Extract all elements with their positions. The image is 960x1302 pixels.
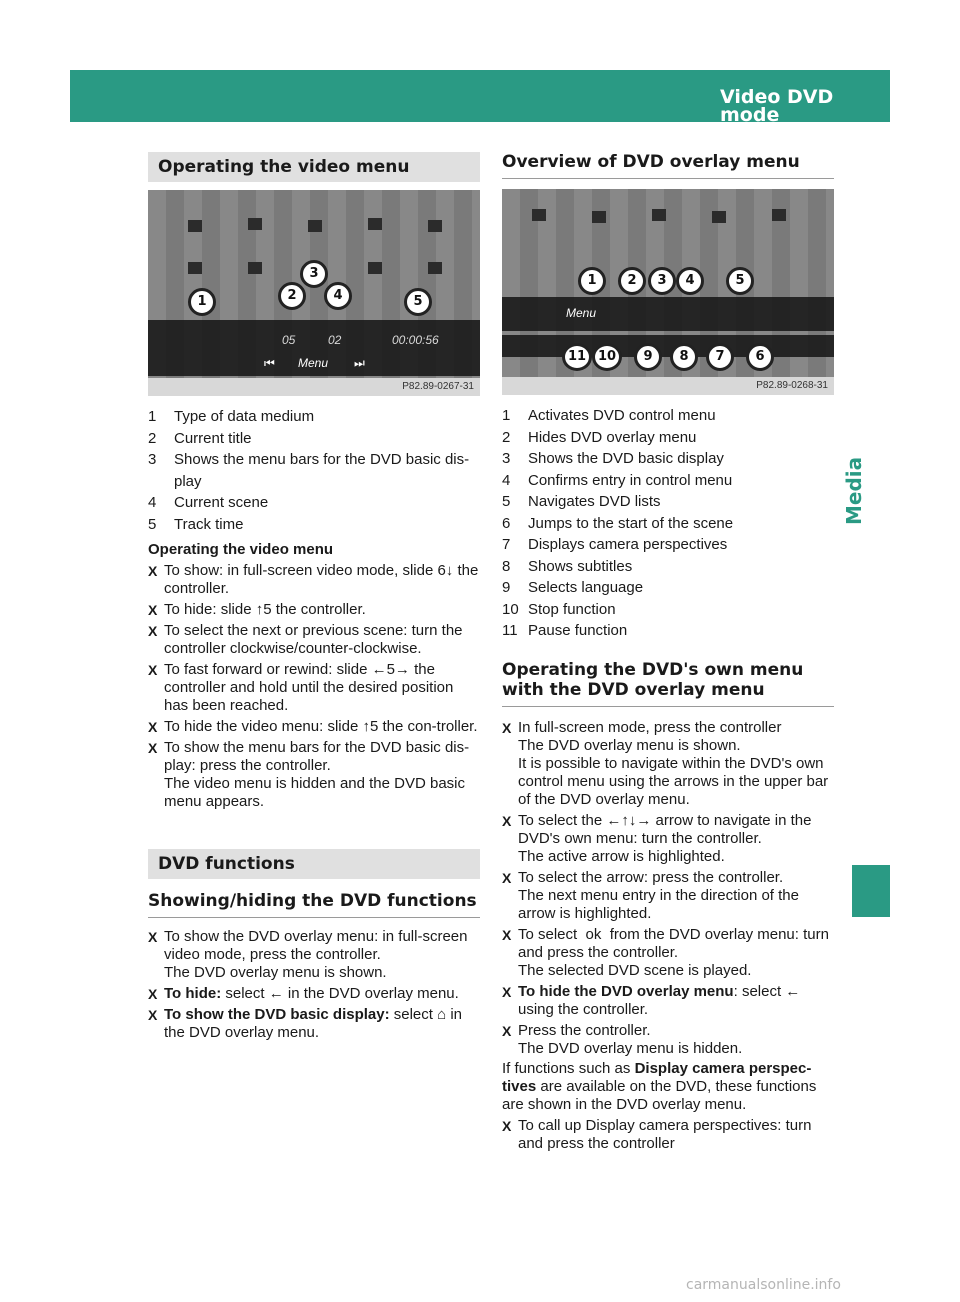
section-title-own-menu: Operating the DVD's own menu with the DVD overlay menu	[502, 660, 834, 707]
callout-7: 7	[706, 343, 734, 371]
legend-item: 6 Jumps to the start of the scene	[502, 514, 734, 532]
side-section-label: Media	[842, 456, 866, 525]
scene-number: 02	[328, 333, 342, 347]
skip-forward-icon: ⏭	[354, 356, 365, 370]
legend-item: 9 Selects language	[502, 579, 644, 596]
instruction-step: X Press the controller. The DVD overlay menu is hidden.	[502, 1021, 743, 1057]
legend-item: 2 Current title	[148, 429, 252, 447]
figure-reference: P82.89-0267-31	[402, 381, 474, 392]
legend-item: 5 Navigates DVD lists	[502, 493, 661, 510]
legend-item: 8 Shows subtitles	[502, 557, 633, 575]
instruction-step: X To select the next or previous scene: turn the controller clockwise/counter-clockwise.	[148, 622, 463, 657]
header-divider	[900, 80, 902, 122]
overlay-legend	[502, 405, 834, 642]
callout-1: 1	[578, 267, 606, 295]
title-number: 05	[282, 333, 296, 347]
video-menu-figure	[148, 190, 480, 396]
legend-item: 1 Activates DVD control menu	[502, 407, 716, 424]
instruction-step: X To select the ←↑↓→ arrow to navigate in the DVD's own menu: turn the controller. The active arrow is highlighted.	[502, 811, 812, 865]
instruction-step: X To fast forward or rewind: slide ←5→ the controller and hold until the desired position has been reached.	[148, 661, 454, 714]
legend-item: 2 Hides DVD overlay menu	[502, 428, 697, 446]
callout-3: 3	[300, 260, 328, 288]
callout-2: 2	[618, 267, 646, 295]
page-number: 159	[918, 87, 954, 107]
left-column	[148, 152, 480, 1042]
legend-item: 4 Confirms entry in control menu	[502, 471, 733, 489]
callout-6: 6	[746, 343, 774, 371]
subhead-operating-video-menu: Operating the video menu	[148, 541, 334, 558]
instruction-step: X To show the menu bars for the DVD basic dis-play: press the controller. The video menu is hidden and the DVD basic menu appears.	[148, 739, 470, 810]
watermark-credit: carmanualsonline.info	[686, 1277, 841, 1293]
callout-2: 2	[278, 282, 306, 310]
callout-3: 3	[648, 267, 676, 295]
instruction-step: X To select ok from the DVD overlay menu: turn and press the controller. The selected DVD scene is played.	[502, 925, 829, 979]
instruction-step: X To show the DVD overlay menu: in full-screen video mode, press the controller. The DVD overlay menu is shown.	[148, 928, 468, 981]
side-tab-marker	[852, 865, 890, 917]
legend-item: 4 Current scene	[148, 494, 269, 511]
instruction-step: X To hide: select ← in the DVD overlay menu.	[148, 985, 459, 1002]
callout-11: 11	[562, 343, 592, 371]
page-header	[70, 70, 954, 126]
figure-reference: P82.89-0268-31	[756, 380, 828, 391]
callout-1: 1	[188, 288, 216, 316]
dvd-overlay-figure	[502, 189, 834, 395]
callout-5: 5	[726, 267, 754, 295]
legend-item: 5 Track time	[148, 515, 244, 533]
overlay-menu-label: Menu	[566, 306, 597, 320]
legend-item: 3 Shows the menu bars for the DVD basic dis-play	[148, 451, 470, 490]
callout-4: 4	[324, 282, 352, 310]
section-title-video-menu: Operating the video menu	[148, 152, 480, 182]
callout-10: 10	[592, 343, 622, 371]
callout-5: 5	[404, 288, 432, 316]
legend-item: 11 Pause function	[502, 622, 628, 639]
instruction-step: X To call up Display camera perspectives: turn and press the controller	[502, 1116, 812, 1152]
instruction-step: X To hide the DVD overlay menu: select ← using the controller.	[502, 982, 801, 1018]
video-menu-legend	[148, 406, 480, 535]
instruction-step: X In full-screen mode, press the controller The DVD overlay menu is shown. It is possible to navigate within the DVD's own control menu using the arrows in the upper bar of the DVD overlay menu.	[502, 718, 829, 808]
camera-perspectives-paragraph: If functions such as Display camera perspec-tives are available on the DVD, these functions are shown in the DVD overlay menu.	[502, 1059, 817, 1113]
right-column	[502, 152, 834, 1153]
track-time: 00:00:56	[392, 333, 439, 347]
legend-item: 1 Type of data medium	[148, 408, 315, 425]
legend-item: 10 Stop function	[502, 600, 616, 618]
section-title-overlay-overview: Overview of DVD overlay menu	[502, 152, 834, 179]
instruction-step: X To show: in full-screen video mode, slide 6↓ the controller.	[148, 562, 479, 597]
overlay-bottom-bar	[502, 335, 834, 357]
legend-item: 7 Displays camera perspectives	[502, 536, 728, 553]
callout-9: 9	[634, 343, 662, 371]
skip-back-icon: ⏮	[264, 356, 275, 370]
instruction-step: X To select the arrow: press the controller. The next menu entry in the direction of the arrow is highlighted.	[502, 868, 799, 922]
chapter-title: Video DVD mode	[720, 86, 834, 126]
instruction-step: X To show the DVD basic display: select ⌂ in the DVD overlay menu.	[148, 1006, 463, 1041]
menu-label: Menu	[298, 356, 329, 370]
callout-8: 8	[670, 343, 698, 371]
instruction-step: X To hide the video menu: slide ↑5 the con-troller.	[148, 718, 478, 735]
section-title-dvd-functions: DVD functions	[148, 849, 480, 879]
instruction-step: X To hide: slide ↑5 the controller.	[148, 601, 366, 618]
legend-item: 3 Shows the DVD basic display	[502, 450, 724, 467]
overlay-top-bar	[502, 297, 834, 331]
callout-4: 4	[676, 267, 704, 295]
subhead-showing-hiding: Showing/hiding the DVD functions	[148, 891, 480, 918]
